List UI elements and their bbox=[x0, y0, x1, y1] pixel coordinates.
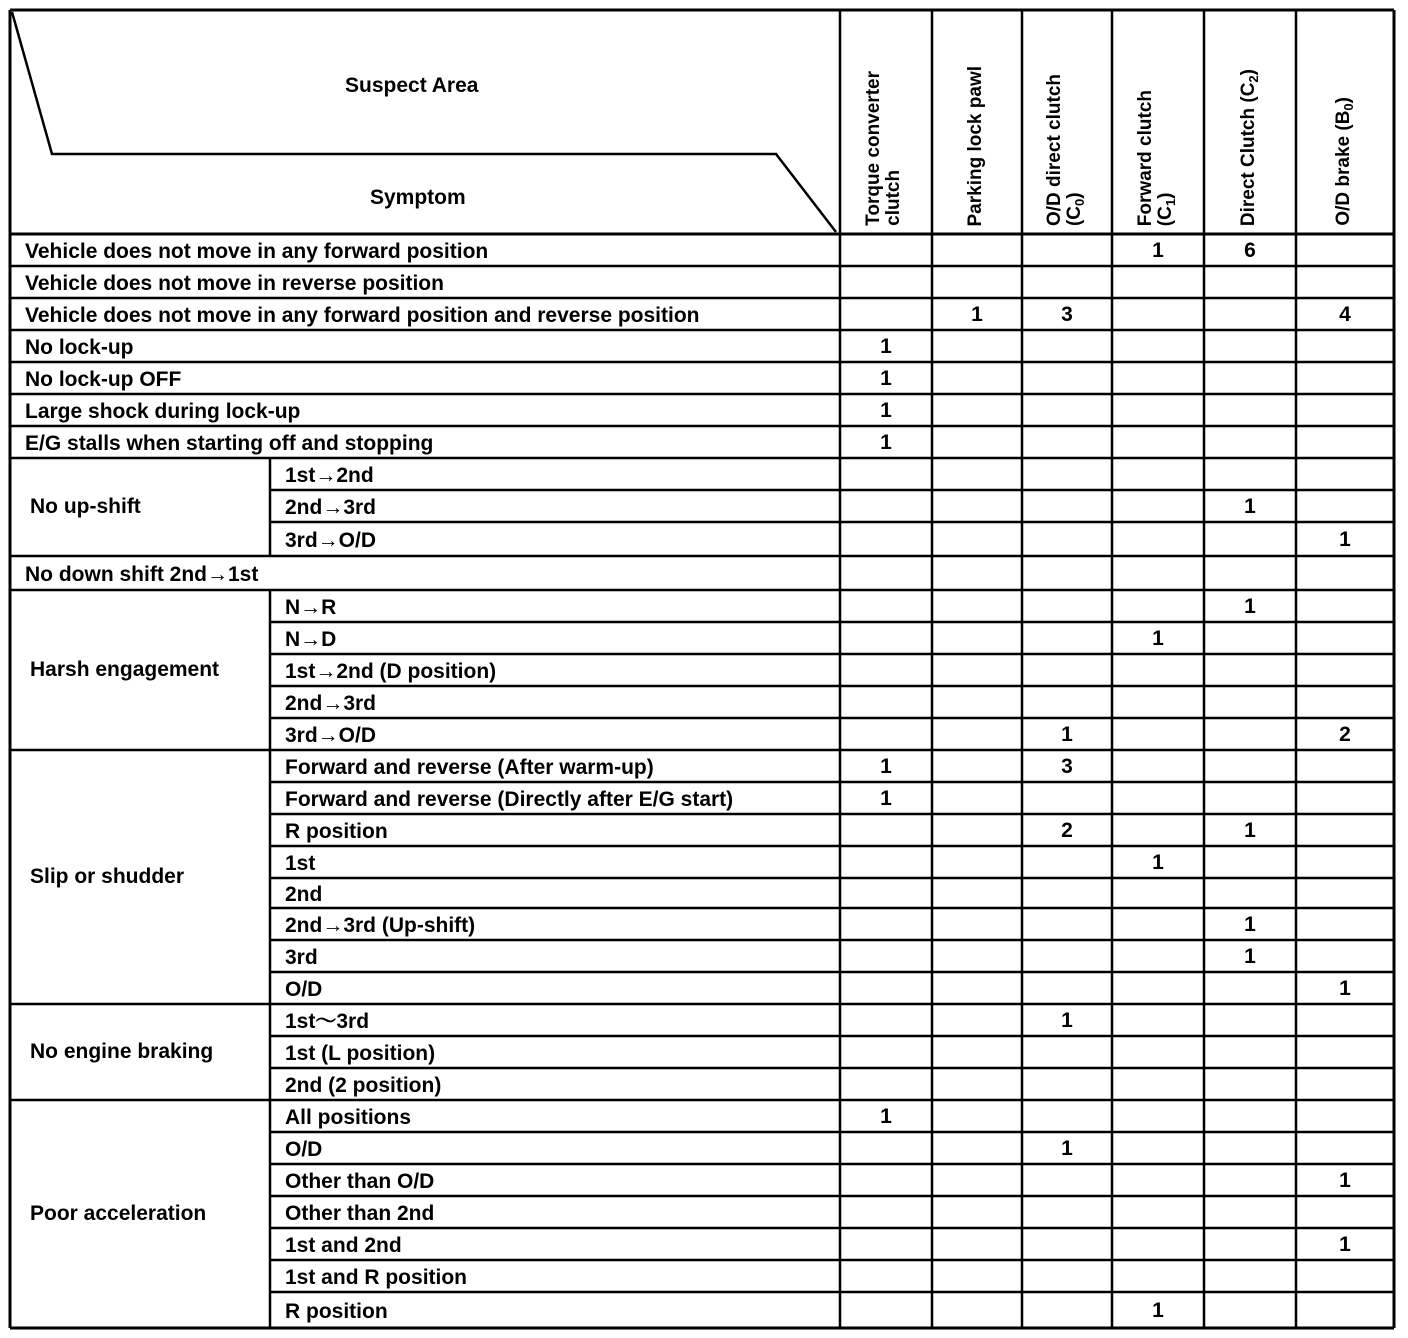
sub-symptom-label: O/D bbox=[285, 978, 323, 1001]
symptom-label: Large shock during lock-up bbox=[25, 400, 301, 423]
sub-symptom-label: Forward and reverse (After warm-up) bbox=[285, 756, 654, 779]
value-cell: 1 bbox=[880, 787, 892, 810]
symptom-label: Vehicle does not move in any forward position bbox=[25, 240, 489, 263]
symptom-group-label: No engine braking bbox=[30, 1040, 214, 1063]
table-body bbox=[10, 234, 1394, 1328]
sub-symptom-label: 1st and 2nd bbox=[285, 1234, 402, 1257]
column-header-2 bbox=[932, 10, 1022, 234]
value-cell: 1 bbox=[880, 1105, 892, 1128]
value-cell: 1 bbox=[1244, 495, 1256, 518]
column-header-label: Torque converter clutch bbox=[863, 71, 904, 226]
table-row bbox=[10, 1292, 1394, 1328]
table-row bbox=[10, 1132, 1394, 1164]
sub-symptom-label: 2nd→3rd (Up-shift) bbox=[285, 914, 476, 937]
table-row bbox=[10, 782, 1394, 814]
table-row bbox=[10, 846, 1394, 878]
table-row bbox=[10, 718, 1394, 750]
table-row bbox=[10, 908, 1394, 940]
table-row bbox=[10, 330, 1394, 362]
value-cell: 6 bbox=[1244, 239, 1256, 262]
table-row bbox=[10, 522, 1394, 556]
value-cell: 1 bbox=[880, 335, 892, 358]
sub-symptom-label: 1st bbox=[285, 852, 316, 875]
table-row bbox=[10, 362, 1394, 394]
value-cell: 1 bbox=[1339, 977, 1351, 1000]
suspect-area-label: Suspect Area bbox=[345, 74, 479, 97]
sub-symptom-label: 1st→2nd (D position) bbox=[285, 660, 497, 683]
column-header-label: Parking lock pawl bbox=[965, 65, 986, 226]
column-header-1 bbox=[840, 10, 932, 234]
symptom-group-label: Slip or shudder bbox=[30, 865, 185, 888]
sub-symptom-label: O/D bbox=[285, 1138, 323, 1161]
table-row bbox=[10, 458, 1394, 490]
sub-symptom-label: 3rd→O/D bbox=[285, 724, 377, 747]
sub-symptom-label: 2nd→3rd bbox=[285, 692, 377, 715]
value-cell: 1 bbox=[971, 303, 983, 326]
column-header-5 bbox=[1204, 10, 1296, 234]
symptom-label: No down shift 2nd→1st bbox=[25, 563, 259, 586]
value-cell: 1 bbox=[1061, 723, 1073, 746]
value-cell: 1 bbox=[1152, 627, 1164, 650]
sub-symptom-label: 2nd bbox=[285, 883, 323, 906]
value-cell: 1 bbox=[880, 399, 892, 422]
table-row bbox=[10, 1036, 1394, 1068]
table-row bbox=[10, 556, 1394, 590]
value-cell: 1 bbox=[1152, 1299, 1164, 1322]
symptom-label: E/G stalls when starting off and stopping bbox=[25, 432, 434, 455]
sub-symptom-label: N→D bbox=[285, 628, 337, 651]
value-cell: 1 bbox=[1061, 1009, 1073, 1032]
table-row bbox=[10, 490, 1394, 522]
symptom-group-label: No up-shift bbox=[30, 495, 141, 518]
column-header-6 bbox=[1296, 10, 1394, 234]
symptom-label: No lock-up bbox=[25, 336, 134, 359]
table-row bbox=[10, 686, 1394, 718]
value-cell: 1 bbox=[880, 367, 892, 390]
symptom-group-label: Poor acceleration bbox=[30, 1202, 207, 1225]
table-row bbox=[10, 234, 1394, 266]
sub-symptom-label: 3rd bbox=[285, 946, 318, 969]
table-row bbox=[10, 426, 1394, 458]
sub-symptom-label: 3rd→O/D bbox=[285, 529, 377, 552]
column-header-label: Direct Clutch $(C_2)$ bbox=[1238, 68, 1261, 226]
symptom-label: Symptom bbox=[370, 186, 466, 209]
table-row bbox=[10, 972, 1394, 1004]
sub-symptom-label: 1st～3rd bbox=[285, 1010, 370, 1033]
sub-symptom-label: 1st and R position bbox=[285, 1266, 468, 1289]
table-row bbox=[10, 298, 1394, 330]
value-cell: 1 bbox=[1152, 239, 1164, 262]
symptom-label: No lock-up OFF bbox=[25, 368, 182, 391]
value-cell: 1 bbox=[1244, 595, 1256, 618]
table-row bbox=[10, 1196, 1394, 1228]
symptom-label: Vehicle does not move in any forward position and reverse position bbox=[25, 304, 700, 327]
symptom-group-label: Harsh engagement bbox=[30, 658, 220, 681]
column-header-label: O/D direct clutch $(C_0)$ bbox=[1044, 73, 1087, 226]
value-cell: 1 bbox=[1339, 1169, 1351, 1192]
sub-symptom-label: Forward and reverse (Directly after E/G start) bbox=[285, 788, 734, 811]
value-cell: 1 bbox=[1244, 945, 1256, 968]
sub-symptom-label: 1st→2nd bbox=[285, 464, 374, 487]
symptom-label: Vehicle does not move in reverse position bbox=[25, 272, 444, 295]
value-cell: 3 bbox=[1061, 303, 1073, 326]
sub-symptom-label: Other than 2nd bbox=[285, 1202, 435, 1225]
table-row bbox=[10, 1004, 1394, 1036]
sub-symptom-label: 2nd→3rd bbox=[285, 496, 377, 519]
value-cell: 4 bbox=[1339, 303, 1351, 326]
column-header-label: Forward clutch $(C_1)$ bbox=[1135, 89, 1178, 226]
value-cell: 2 bbox=[1339, 723, 1351, 746]
value-cell: 1 bbox=[880, 755, 892, 778]
table-row bbox=[10, 394, 1394, 426]
table-row bbox=[10, 266, 1394, 298]
sub-symptom-label: 1st (L position) bbox=[285, 1042, 436, 1065]
table-row bbox=[10, 1164, 1394, 1196]
sub-symptom-label: 2nd (2 position) bbox=[285, 1074, 442, 1097]
table-row bbox=[10, 590, 1394, 622]
sub-symptom-label: R position bbox=[285, 820, 388, 843]
value-cell: 1 bbox=[1339, 1233, 1351, 1256]
sub-symptom-label: Other than O/D bbox=[285, 1170, 435, 1193]
table-row bbox=[10, 1228, 1394, 1260]
column-header-4 bbox=[1112, 10, 1204, 234]
value-cell: 1 bbox=[1152, 851, 1164, 874]
column-header-label: O/D brake $(B_0)$ bbox=[1333, 97, 1356, 226]
sub-symptom-label: R position bbox=[285, 1300, 388, 1323]
value-cell: 1 bbox=[1339, 528, 1351, 551]
value-cell: 1 bbox=[880, 431, 892, 454]
table-row bbox=[10, 622, 1394, 654]
value-cell: 2 bbox=[1061, 819, 1073, 842]
value-cell: 1 bbox=[1244, 913, 1256, 936]
sub-symptom-label: All positions bbox=[285, 1106, 411, 1129]
table-row bbox=[10, 814, 1394, 846]
value-cell: 3 bbox=[1061, 755, 1073, 778]
table-row bbox=[10, 750, 1394, 782]
column-header-3 bbox=[1022, 10, 1112, 234]
table-row bbox=[10, 1100, 1394, 1132]
table-header bbox=[10, 10, 1394, 234]
value-cell: 1 bbox=[1061, 1137, 1073, 1160]
table-row bbox=[10, 940, 1394, 972]
table-row bbox=[10, 1068, 1394, 1100]
sub-symptom-label: N→R bbox=[285, 596, 337, 619]
table-row bbox=[10, 1260, 1394, 1292]
value-cell: 1 bbox=[1244, 819, 1256, 842]
table-row bbox=[10, 878, 1394, 908]
